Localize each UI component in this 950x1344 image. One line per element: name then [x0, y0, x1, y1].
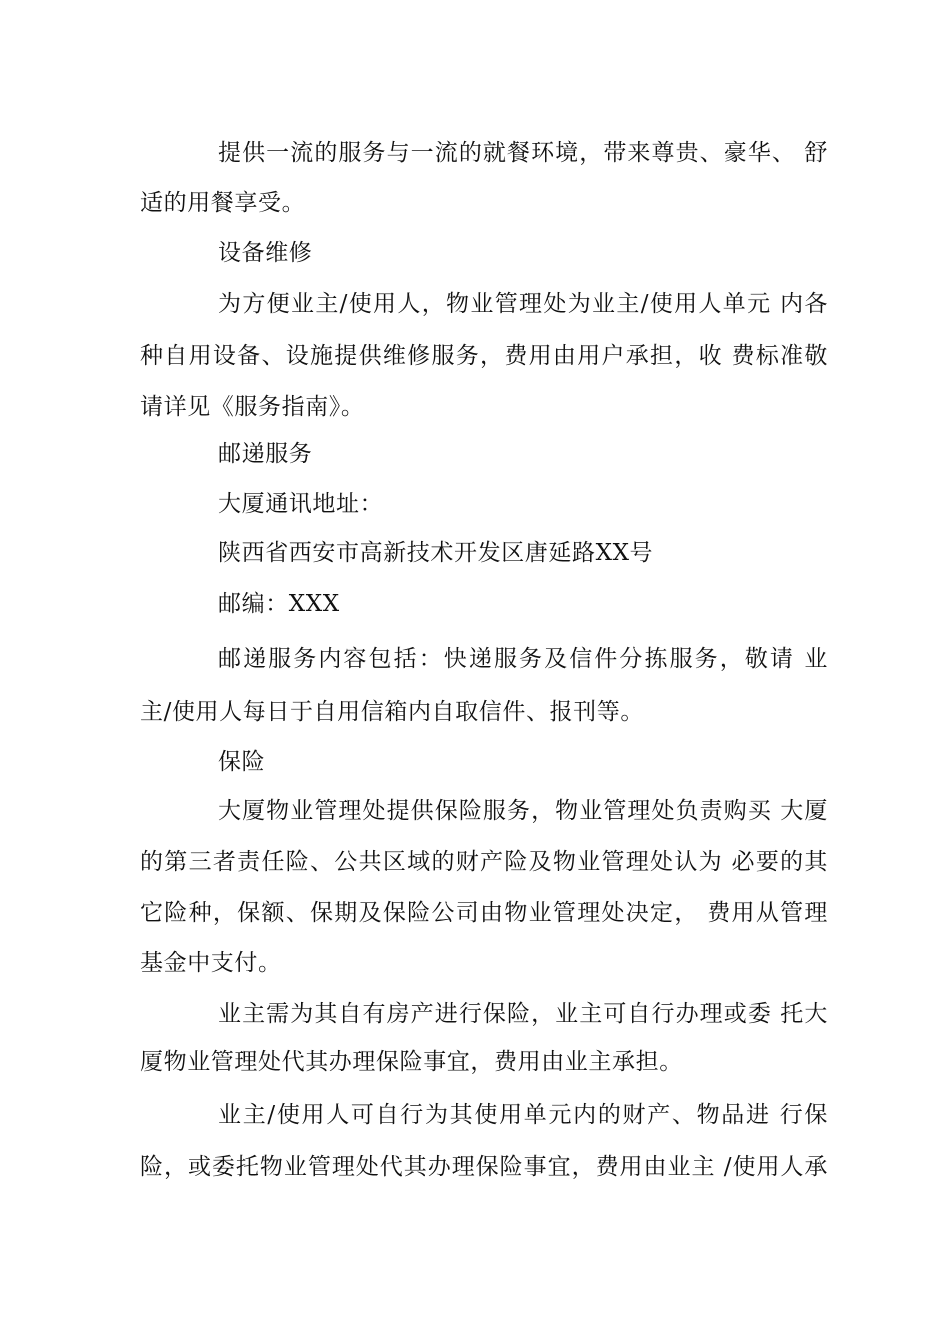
paragraph-line: 主/使用人每日于自用信箱内自取信件、报刊等。	[140, 699, 644, 725]
paragraph-line: 邮递服务内容包括：快递服务及信件分拣服务，敬请 业	[218, 646, 828, 672]
paragraph-line: 适的用餐享受。	[140, 190, 306, 216]
paragraph-line: 陕西省西安市高新技术开发区唐延路XX号	[218, 540, 654, 566]
paragraph-line: 种自用设备、设施提供维修服务，费用由用户承担，收 费标准敬	[140, 343, 828, 369]
paragraph-line: 险，或委托物业管理处代其办理保险事宜，费用由业主 /使用人承	[140, 1154, 828, 1180]
paragraph-line: 厦物业管理处代其办理保险事宜，费用由业主承担。	[140, 1049, 683, 1075]
section-heading: 设备维修	[218, 240, 313, 266]
paragraph-line: 邮编：XXX	[218, 591, 340, 617]
paragraph-line: 为方便业主/使用人，物业管理处为业主/使用人单元 内各	[218, 291, 828, 317]
paragraph-line: 业主/使用人可自行为其使用单元内的财产、物品进 行保	[218, 1102, 828, 1128]
paragraph-line: 它险种，保额、保期及保险公司由物业管理处决定， 费用从管理	[140, 900, 828, 926]
paragraph-line: 提供一流的服务与一流的就餐环境，带来尊贵、豪华、 舒	[218, 140, 828, 166]
paragraph-line: 请详见《服务指南》。	[140, 394, 365, 420]
paragraph-line: 业主需为其自有房产进行保险，业主可自行办理或委 托大	[218, 1001, 828, 1027]
paragraph-line: 基金中支付。	[140, 950, 282, 976]
paragraph-line: 大厦物业管理处提供保险服务，物业管理处负责购买 大厦	[218, 798, 828, 824]
section-heading: 保险	[218, 749, 266, 775]
paragraph-line: 大厦通讯地址：	[218, 491, 384, 517]
paragraph-line: 的第三者责任险、公共区域的财产险及物业管理处认为 必要的其	[140, 849, 828, 875]
section-heading: 邮递服务	[218, 441, 313, 467]
